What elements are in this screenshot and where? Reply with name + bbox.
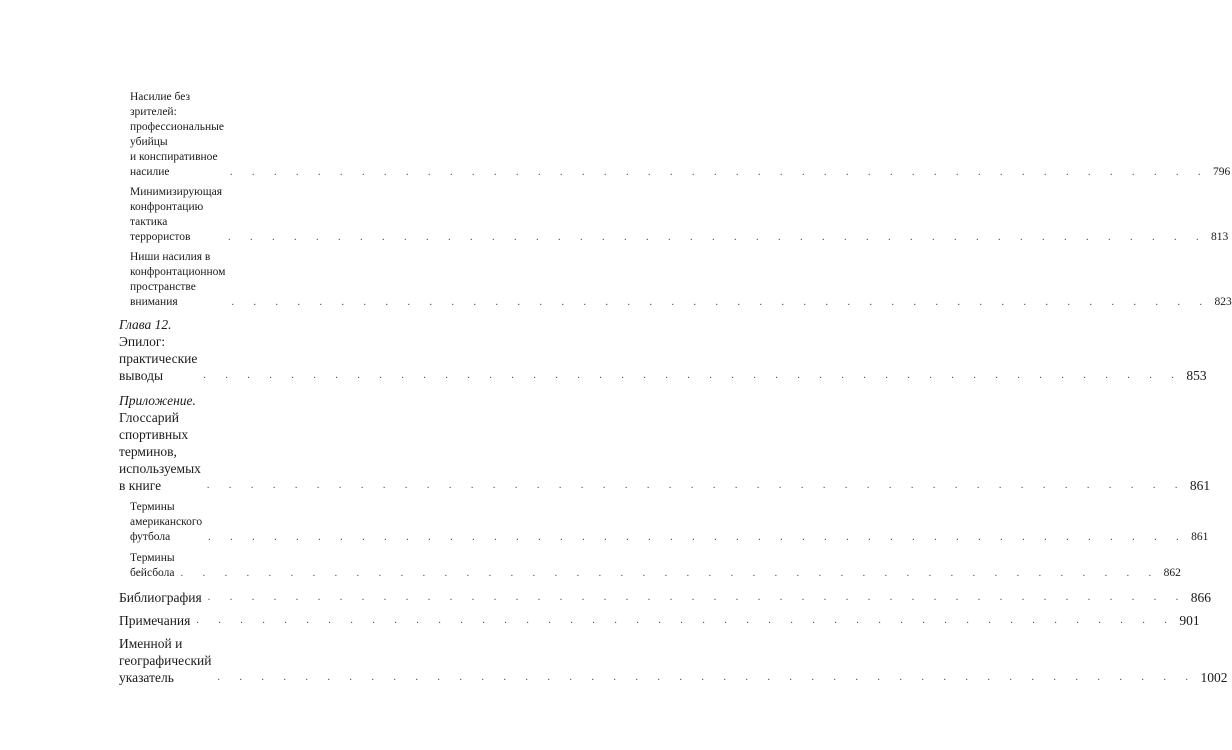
- toc-entry-violence-without-spectators[interactable]: [119, 90, 1231, 180]
- toc-entry-terrorist-tactics[interactable]: [119, 185, 1229, 245]
- dot-leader: . . . . . . . . . . . . . . . . . . . . . . . . . . . . . . . . . . . . . . . . . . . . .: [217, 672, 1197, 683]
- toc-entry-title: [130, 551, 175, 581]
- table-of-contents: [119, 90, 1232, 686]
- toc-entry-title: [119, 635, 211, 686]
- toc-title-line: Насилие без зрителей: профессиональные убийцы: [130, 91, 224, 148]
- dot-leader: . . . . . . . . . . . . . . . . . . . . . . . . . . . . . . . . . . . . . . . . . . . . .: [208, 532, 1188, 543]
- toc-entry-american-football-terms[interactable]: [119, 500, 1209, 545]
- toc-entry-bibliography[interactable]: [119, 589, 1211, 606]
- dot-leader: . . . . . . . . . . . . . . . . . . . . . . . . . . . . . . . . . . . . . . . . . . . . .: [228, 232, 1208, 243]
- toc-page-number: 853: [1186, 368, 1207, 383]
- toc-title-line: Ниши насилия в конфронтационном: [130, 251, 226, 278]
- toc-entry-title: [130, 250, 225, 310]
- toc-page-number: 866: [1190, 590, 1211, 605]
- toc-entry-baseball-terms[interactable]: [119, 551, 1181, 581]
- toc-entry-appendix[interactable]: [119, 392, 1211, 494]
- toc-title-line: и конспиративное насилие: [130, 151, 218, 178]
- dot-leader: . . . . . . . . . . . . . . . . . . . . . . . . . . . . . . . . . . . . . . . . . . . . .: [231, 297, 1211, 308]
- toc-title-line: Именной и географический указатель: [119, 636, 212, 685]
- toc-page-number: 861: [1191, 531, 1209, 543]
- toc-entry-title: [130, 90, 224, 180]
- toc-title-line: Примечания: [119, 613, 191, 628]
- toc-entry-title: [119, 316, 197, 384]
- toc-title-line: Эпилог: практические выводы: [119, 334, 198, 383]
- toc-entry-title: [130, 500, 202, 545]
- toc-entry-title: [119, 392, 201, 494]
- toc-entry-index[interactable]: [119, 635, 1228, 686]
- toc-entry-violence-niches[interactable]: [119, 250, 1232, 310]
- toc-entry-notes[interactable]: [119, 612, 1200, 629]
- toc-title-line: Термины американского футбола: [130, 501, 203, 543]
- toc-page-number: 796: [1212, 166, 1231, 178]
- dot-leader: . . . . . . . . . . . . . . . . . . . . . . . . . . . . . . . . . . . . . . . . . . . . .: [207, 592, 1187, 603]
- appendix-prefix: Приложение.: [119, 393, 196, 408]
- toc-title-line: используемых в книге: [119, 461, 201, 493]
- toc-page-number: 813: [1211, 231, 1229, 243]
- toc-entry-title: [119, 612, 190, 629]
- dot-leader: . . . . . . . . . . . . . . . . . . . . . . . . . . . . . . . . . . . . . . . . . . . . .: [229, 167, 1209, 178]
- dot-leader: . . . . . . . . . . . . . . . . . . . . . . . . . . . . . . . . . . . . . . . . . . . . .: [206, 480, 1186, 491]
- toc-page-number: 861: [1189, 478, 1211, 493]
- toc-page-number: 1002: [1200, 670, 1228, 685]
- toc-title-line: Термины бейсбола: [130, 552, 175, 579]
- toc-entry-title: [119, 589, 202, 606]
- toc-title-line: Минимизирующая конфронтацию тактика террористов: [130, 186, 223, 243]
- dot-leader: . . . . . . . . . . . . . . . . . . . . . . . . . . . . . . . . . . . . . . . . . . . . .: [196, 615, 1176, 626]
- toc-page-number: 823: [1214, 296, 1232, 308]
- toc-title-line: Глоссарий спортивных терминов,: [119, 410, 189, 459]
- toc-page-number: 901: [1179, 613, 1200, 628]
- toc-page-number: 862: [1163, 567, 1181, 579]
- dot-leader: . . . . . . . . . . . . . . . . . . . . . . . . . . . . . . . . . . . . . . . . . . . . .: [203, 370, 1183, 381]
- toc-entry-chapter-12[interactable]: [119, 316, 1207, 384]
- dot-leader: . . . . . . . . . . . . . . . . . . . . . . . . . . . . . . . . . . . . . . . . . . . . .: [180, 568, 1160, 579]
- chapter-prefix: Глава 12.: [119, 317, 172, 332]
- toc-title-line: пространстве внимания: [130, 281, 196, 308]
- toc-title-line: Библиография: [119, 590, 202, 605]
- toc-entry-title: [130, 185, 222, 245]
